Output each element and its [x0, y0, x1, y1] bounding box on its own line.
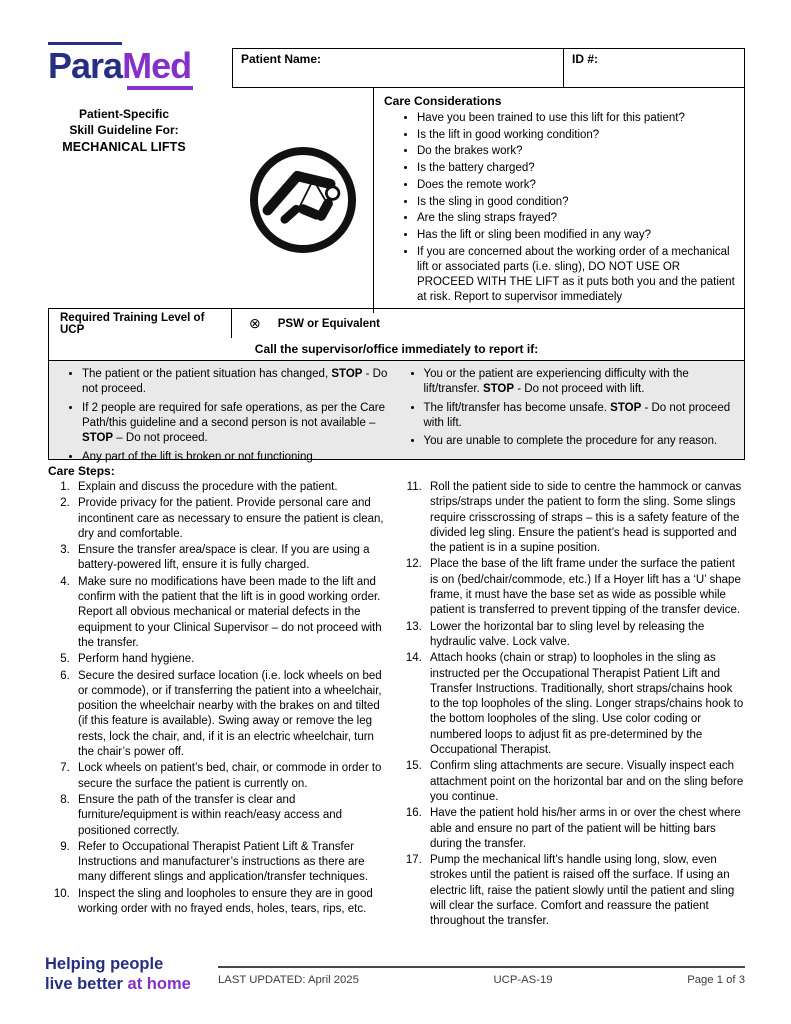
title-line-main: MECHANICAL LIFTS — [62, 139, 186, 154]
supervisor-callout-header: Call the supervisor/office immediately to report if: — [48, 338, 745, 361]
training-level-value: PSW or Equivalent — [277, 317, 380, 330]
supervisor-report-item: • The lift/transfer has become unsafe. STOP - Do not proceed with lift. — [424, 401, 741, 432]
care-steps-column-right — [400, 480, 745, 931]
supervisor-report-item: • You or the patient are experiencing difficulty with the lift/transfer. STOP - Do not proceed with lift. — [424, 367, 741, 398]
care-step-item: 11. Roll the patient side to side to centre the hammock or canvas strips/straps under the patient to form the sling. Some slings require crisscrossing of straps – this is a safety feature of the divided leg sling. Ensure the patient’s head is supported and the patient is in a supine position. — [425, 480, 745, 556]
patient-header-table — [232, 48, 745, 88]
care-consideration-item: • Have you been trained to use this lift for this patient? — [417, 111, 736, 126]
care-step-item: 14. Attach hooks (chain or strap) to loopholes in the sling as instructed per the Occupational Therapist Patient Lift and Transfer Instructions. Traditionally, short straps/chains hook to the top loopholes of the sling. Longer straps/chains hook to the bottom loopholes of the sling. Use color coding or numbered loops to adjust fit as pre-determined by the Occupational Therapist. — [425, 651, 745, 758]
care-steps-list-right — [400, 480, 745, 930]
footer-tagline-navy: live better — [45, 975, 128, 993]
care-consideration-item: • Does the remote work? — [417, 178, 736, 193]
footer-last-updated: LAST UPDATED: April 2025 — [218, 974, 359, 986]
patient-id-label: ID #: — [572, 52, 599, 66]
footer-meta-row — [218, 974, 745, 986]
care-consideration-item: • Is the lift in good working condition? — [417, 128, 736, 143]
footer-rule — [218, 966, 745, 968]
supervisor-report-item: • Any part of the lift is broken or not functioning. — [82, 450, 397, 465]
care-considerations-section — [374, 88, 744, 313]
care-step-item: 7. Lock wheels on patient’s bed, chair, or commode in order to secure the surface the patient is currently on. — [73, 761, 389, 792]
care-step-item: 2. Provide privacy for the patient. Provide personal care and incontinent care as necessary to ensure the patient is clean, dry and comfortable. — [73, 496, 389, 542]
care-consideration-item: • Has the lift or sling been modified in any way? — [417, 228, 736, 243]
training-level-value-cell — [232, 309, 744, 338]
care-step-item: 16. Have the patient hold his/her arms in or over the chest where able and ensure no part of the patient will be hitting bars during the transfer. — [425, 806, 745, 852]
footer-tagline-line2 — [45, 974, 191, 994]
care-consideration-item: • Is the battery charged? — [417, 161, 736, 176]
supervisor-report-item: • If 2 people are required for safe operations, as per the Care Path/this guideline and a second person is not available – STOP – Do not proceed. — [82, 401, 397, 447]
lift-icon-cell — [232, 88, 374, 313]
footer-tagline-purple: at home — [127, 975, 191, 993]
care-step-item: 17. Pump the mechanical lift’s handle using long, slow, even strokes until the patient is raised off the surface. If using an electric lift, raise the patient slowly until the patient and sling will clear the surface. Comfort and reassure the patient throughout the transfer. — [425, 853, 745, 929]
patient-id-field — [564, 49, 744, 87]
title-line-2: Skill Guideline For: — [69, 122, 179, 137]
care-step-item: 6. Secure the desired surface location (i.e. lock wheels on bed or commode), or if transferring the patient into a wheelchair, position the wheelchair nearby with the brakes on and tilted (if this feature is available). Swing away or remove the leg rests, lock the chair, and, if it is an electric wheelchair, turn the chair’s power off. — [73, 669, 389, 761]
mechanical-lift-icon — [246, 143, 360, 257]
care-considerations-list — [384, 111, 736, 305]
header-right-column — [232, 48, 745, 313]
logo-text-med: Med — [122, 45, 192, 86]
patient-name-label: Patient Name: — [241, 52, 322, 66]
care-consideration-item: • Are the sling straps frayed? — [417, 211, 736, 226]
care-step-item: 13. Lower the horizontal bar to sling level by releasing the hydraulic valve. Lock valve. — [425, 620, 745, 651]
care-steps-list-left — [48, 480, 389, 917]
title-line-1: Patient-Specific — [78, 106, 170, 121]
footer-page-number: Page 1 of 3 — [687, 974, 745, 986]
care-steps-section — [48, 464, 745, 931]
training-level-row — [48, 308, 745, 339]
supervisor-callout-body — [48, 361, 745, 463]
logo-text — [48, 47, 232, 85]
care-consideration-item: • If you are concerned about the working order of a mechanical lift or associated parts (i.e. sling), DO NOT USE OR PROCEED WITH THE LIFT as it puts both you and the patient at risk. Report to supervisor immediately — [417, 245, 736, 306]
supervisor-column-right — [397, 361, 745, 459]
supervisor-report-item: • The patient or the patient situation has changed, STOP - Do not proceed. — [82, 367, 397, 398]
logo-text-para: Para — [48, 45, 123, 86]
supervisor-report-list-right — [397, 367, 745, 449]
footer-tagline — [45, 954, 191, 994]
brand-column — [48, 42, 232, 155]
care-steps-column-left — [48, 480, 389, 931]
care-steps-columns — [48, 480, 745, 931]
patient-name-field — [233, 49, 564, 87]
care-steps-title: Care Steps: — [48, 464, 115, 478]
circled-x-icon: ⊗ — [249, 315, 261, 331]
training-level-label: Required Training Level of UCP — [49, 309, 232, 338]
supervisor-report-item: • You are unable to complete the procedure for any reason. — [424, 434, 741, 449]
care-step-item: 1. Explain and discuss the procedure with the patient. — [73, 480, 389, 495]
care-step-item: 10. Inspect the sling and loopholes to ensure they are in good working order with no frayed ends, holes, tears, rips, etc. — [73, 887, 389, 918]
care-step-item: 5. Perform hand hygiene. — [73, 652, 389, 667]
care-consideration-item: • Do the brakes work? — [417, 144, 736, 159]
logo-accent-bar-bottom — [127, 86, 193, 90]
skill-guideline-title-block — [48, 106, 200, 155]
footer-tagline-line1: Helping people — [45, 955, 164, 973]
care-step-item: 9. Refer to Occupational Therapist Patient Lift & Transfer Instructions and manufacturer’s instructions as there are many different slings and application/transfer techniques. — [73, 840, 389, 886]
paramed-logo — [48, 42, 232, 90]
care-considerations-row — [232, 88, 745, 313]
care-step-item: 4. Make sure no modifications have been made to the lift and confirm with the patient that the lift is in good working order. Report all obvious mechanical or material defects in the equipment to your Clinical Supervisor – do not proceed with the transfer. — [73, 575, 389, 651]
care-considerations-title: Care Considerations — [384, 94, 502, 108]
care-step-item: 12. Place the base of the lift frame under the surface the patient is on (bed/chair/commode, etc.) If a Hoyer lift has a ‘U’ shape frame, it must have the base set as wide as possible while patient is transferred to prevent tipping of the transfer device. — [425, 557, 745, 618]
care-consideration-item: • Is the sling in good condition? — [417, 195, 736, 210]
footer-doc-code: UCP-AS-19 — [493, 974, 553, 986]
supervisor-column-left — [49, 361, 397, 463]
care-step-item: 15. Confirm sling attachments are secure. Visually inspect each attachment point on the horizontal bar and on the sling before you continue. — [425, 759, 745, 805]
supervisor-report-list-left — [49, 367, 397, 465]
care-step-item: 8. Ensure the path of the transfer is clear and furniture/equipment is within reach/easy access and positioned correctly. — [73, 793, 389, 839]
care-step-item: 3. Ensure the transfer area/space is clear. If you are using a battery-powered lift, ensure it is fully charged. — [73, 543, 389, 574]
